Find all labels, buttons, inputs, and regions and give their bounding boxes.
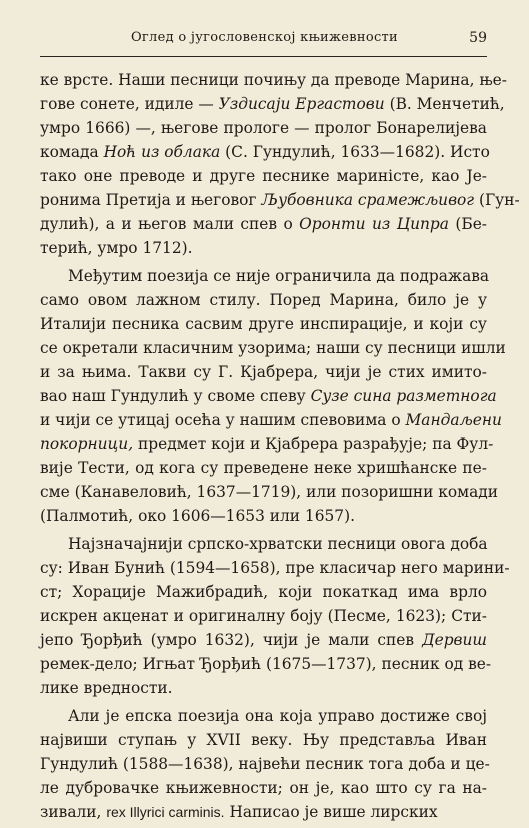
text-span: ке врсте. Наши песници почињу да преводе Марина, ње- — [40, 71, 507, 89]
paragraph — [40, 68, 520, 260]
text-line — [40, 456, 487, 480]
text-span: Написао је више лирских — [224, 803, 438, 821]
text-line — [40, 604, 487, 628]
text-span: Љубовника срамежљивог — [261, 191, 475, 209]
page-number: 59 — [469, 30, 487, 46]
text-line — [40, 532, 487, 556]
text-line — [40, 336, 506, 360]
text-line — [40, 408, 502, 432]
text-line — [40, 212, 487, 236]
text-span: rex Illyrici carminis. — [106, 804, 225, 820]
text-span: Ноћ из облака — [103, 143, 221, 161]
text-line — [40, 432, 494, 456]
text-span: (Гун- — [474, 191, 520, 209]
text-span: само овом лажном стилу. Поред Марина, било је у — [40, 291, 487, 309]
text-line — [40, 580, 487, 604]
text-span: сме (Канавеловић, 1637—1719), или позоришни комади — [40, 483, 499, 501]
paragraph — [40, 264, 506, 528]
text-span: (Палмотић, око 1606—1653 или 1657). — [40, 507, 355, 525]
text-span: (С. Гундулић, 1633—1682). Исто — [220, 143, 490, 161]
text-span: Међутим поезија се није ограничила да подражава — [68, 267, 490, 285]
text-span: Мандаљени — [405, 411, 502, 429]
text-span: ремек-дело; Игњат Ђорђић (1675—1737), песник од ве- — [40, 655, 492, 673]
text-span: (Бе- — [448, 215, 488, 233]
text-span: Оронти из Ципра — [299, 215, 449, 233]
text-line — [40, 264, 490, 288]
text-span: покорници, — [40, 435, 134, 453]
text-span: (В. Менчетић, — [384, 95, 505, 113]
running-head — [0, 30, 529, 52]
text-span: Гундулић (1588—1638), највећи песник тога доба и це- — [40, 755, 490, 773]
text-span: и чији се утицај осећа у нашим спевовима о — [40, 411, 406, 429]
text-line — [40, 776, 487, 800]
text-line — [40, 480, 499, 504]
text-span: тако оне преводе и друге песнике мариністе, као Је- — [40, 167, 487, 185]
running-head-title: Оглед о југословенској књижевности — [130, 30, 399, 45]
text-line — [40, 628, 487, 652]
text-span: Италији песника сасвим друге инспирације, и који су — [40, 315, 487, 333]
text-span: су: Иван Бунић (1594—1658), пре класичар него марини- — [40, 559, 510, 577]
text-line — [40, 728, 487, 752]
text-line — [40, 188, 520, 212]
paragraph — [40, 704, 490, 824]
text-span: зивали, — [40, 803, 107, 821]
text-line — [40, 752, 490, 776]
text-line — [40, 92, 505, 116]
text-span: највиши ступањ у XVII веку. Њу представља Иван — [40, 731, 487, 749]
text-span: Сузе сина разметнога — [310, 387, 497, 405]
text-line — [40, 68, 507, 92]
text-span: вао наш Гундулић у своме спеву — [40, 387, 311, 405]
text-span: се окретали класичним узорима; наши су песници ишли — [40, 339, 506, 357]
text-span: ронима Претија и његовог — [40, 191, 262, 209]
text-span: дулић), а и његов мали спев о — [40, 215, 300, 233]
text-span: ст; Хорације Мажибрадић, који покаткад има врло — [40, 583, 487, 601]
text-line — [40, 556, 510, 580]
text-line — [40, 504, 487, 528]
text-span: терић, умро 1712). — [40, 239, 193, 257]
text-line — [40, 800, 487, 824]
text-span: Али је епска поезија она која управо достиже свој — [68, 707, 487, 725]
text-line — [40, 288, 487, 312]
text-span: ле дубровачке књижевности; он је, као што су га на- — [40, 779, 487, 797]
text-line — [40, 140, 490, 164]
text-line — [40, 116, 487, 140]
text-span: умро 1666) —, његове прологе — пролог Бонарелијева — [40, 119, 487, 137]
text-span: Уздисаји Ергастови — [218, 95, 385, 113]
text-line — [40, 360, 487, 384]
text-span: гове сонете, идиле — — [40, 95, 219, 113]
body-text — [40, 68, 520, 828]
text-span: Најзначајнији српско-хрватски песници овога доба — [68, 535, 488, 553]
text-span: јепо Ђорђић (умро 1632), чији је мали спев — [40, 631, 423, 649]
paragraph — [40, 532, 510, 700]
text-span: и за њима. Такви су Г. Кјабрера, чији је стих имито- — [40, 363, 487, 381]
text-span: искрен акценат и оригиналну боју (Песме, 1623); Сти- — [40, 607, 487, 625]
text-span: Дервиш — [422, 631, 487, 649]
text-line — [40, 236, 487, 260]
text-line — [40, 676, 487, 700]
text-line — [40, 164, 487, 188]
text-span: предмет који и Кјабрера разрађује; па Фул- — [133, 435, 494, 453]
text-line — [40, 384, 497, 408]
text-line — [40, 704, 487, 728]
header-rule — [40, 56, 487, 57]
text-line — [40, 312, 487, 336]
text-span: лике вредности. — [40, 679, 173, 697]
text-span: вије Тести, од кога су преведене неке хришћанске пе- — [40, 459, 487, 477]
text-line — [40, 652, 492, 676]
text-span: комада — [40, 143, 104, 161]
